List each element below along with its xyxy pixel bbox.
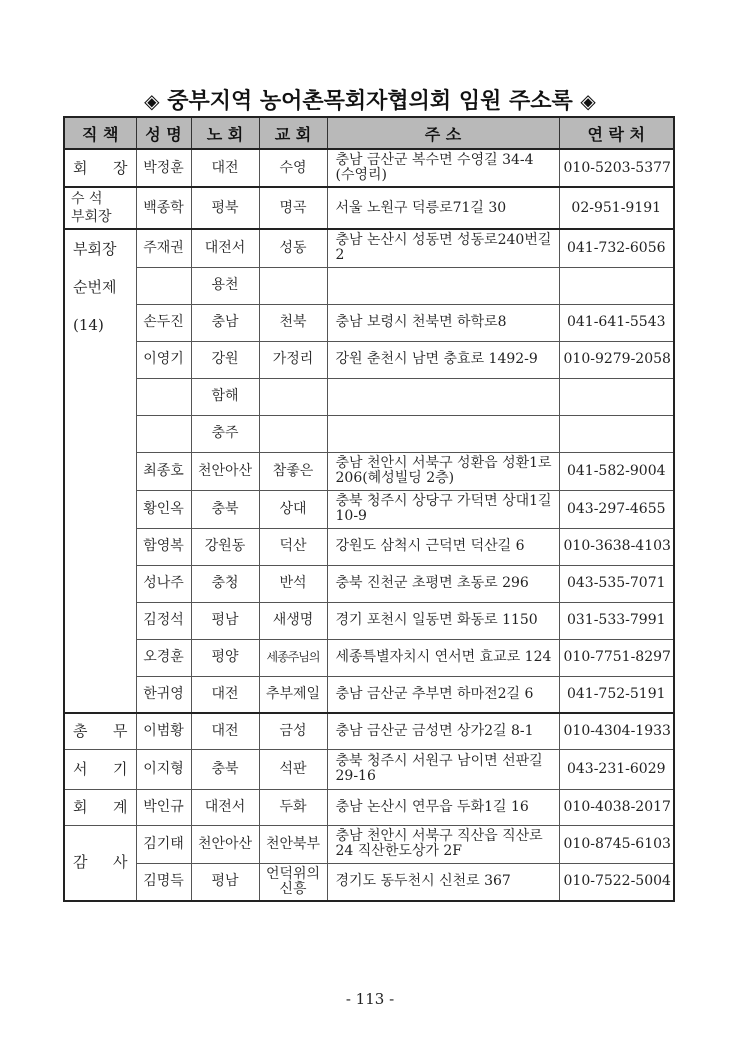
name-cell: 함영복: [136, 528, 191, 565]
position-president: 회 장: [64, 149, 136, 187]
phone-cell: 043-535-7071: [559, 565, 674, 602]
church-cell: 세종주님의: [259, 639, 327, 676]
address-cell: 충북 진천군 초평면 초동로 296: [327, 565, 559, 602]
presbytery-cell: 충북: [191, 490, 259, 528]
phone-cell: 041-732-6056: [559, 229, 674, 267]
table-row: [64, 304, 674, 341]
position-secretary: 총 무: [64, 713, 136, 749]
phone-cell: 043-297-4655: [559, 490, 674, 528]
church-cell: 수영: [259, 149, 327, 187]
church-cell: 상대: [259, 490, 327, 528]
name-cell: 성나주: [136, 565, 191, 602]
church-cell: 가정리: [259, 341, 327, 378]
address-cell: 강원도 삼척시 근덕면 덕산길 6: [327, 528, 559, 565]
phone-cell: 010-4304-1933: [559, 713, 674, 749]
church-cell: 참좋은: [259, 452, 327, 490]
vp-count-label: (14): [73, 316, 104, 334]
table-row: [64, 187, 674, 229]
header-phone: 연 락 처: [559, 117, 674, 149]
name-cell: [136, 267, 191, 304]
table-row: [64, 229, 674, 267]
header-church: 교 회: [259, 117, 327, 149]
table-row: [64, 749, 674, 789]
senior-vp-top: 수 석: [71, 191, 103, 207]
presbytery-cell: 천안아산: [191, 452, 259, 490]
church-cell: [259, 415, 327, 452]
table-row: [64, 565, 674, 602]
senior-vp-line1: [71, 190, 130, 208]
name-cell: 김명득: [136, 863, 191, 901]
presbytery-cell: 충북: [191, 749, 259, 789]
header-name: 성 명: [136, 117, 191, 149]
address-cell: 충남 논산시 성동면 성동로240번길 2: [327, 229, 559, 267]
address-cell: [327, 415, 559, 452]
phone-cell: 010-3638-4103: [559, 528, 674, 565]
presbytery-cell: 강원동: [191, 528, 259, 565]
table-row: [64, 676, 674, 713]
table-row: [64, 452, 674, 490]
phone-cell: 010-8745-6103: [559, 825, 674, 863]
name-cell: 김기태: [136, 825, 191, 863]
presbytery-cell: 함해: [191, 378, 259, 415]
name-cell: 황인옥: [136, 490, 191, 528]
name-cell: 주재권: [136, 229, 191, 267]
presbytery-cell: 대전: [191, 676, 259, 713]
address-cell: 충남 금산군 추부면 하마전2길 6: [327, 676, 559, 713]
table-row: [64, 789, 674, 825]
position-senior-vp: [64, 187, 136, 229]
table-row: [64, 863, 674, 901]
name-cell: 최종호: [136, 452, 191, 490]
name-cell: 손두진: [136, 304, 191, 341]
phone-cell: 010-5203-5377: [559, 149, 674, 187]
table-row: [64, 267, 674, 304]
church-cell: 천북: [259, 304, 327, 341]
phone-cell: 010-7751-8297: [559, 639, 674, 676]
table-row: [64, 602, 674, 639]
phone-cell: 010-4038-2017: [559, 789, 674, 825]
table-row: [64, 490, 674, 528]
phone-cell: 043-231-6029: [559, 749, 674, 789]
phone-cell: 02-951-9191: [559, 187, 674, 229]
header-address: 주 소: [327, 117, 559, 149]
church-cell: [259, 378, 327, 415]
phone-cell: [559, 267, 674, 304]
name-cell: 이범황: [136, 713, 191, 749]
vp-label: 부회장: [73, 240, 117, 258]
senior-vp-line2: 부회장: [71, 209, 112, 225]
presbytery-cell: 강원: [191, 341, 259, 378]
address-cell: 충남 논산시 연무읍 두화1길 16: [327, 789, 559, 825]
phone-cell: [559, 378, 674, 415]
presbytery-cell: 대전: [191, 149, 259, 187]
address-cell: 충남 보령시 천북면 하학로8: [327, 304, 559, 341]
address-cell: 서울 노원구 덕릉로71길 30: [327, 187, 559, 229]
table-row: [64, 713, 674, 749]
name-cell: [136, 378, 191, 415]
table-row: [64, 825, 674, 863]
presbytery-cell: 용천: [191, 267, 259, 304]
address-cell: 충북 청주시 서원구 남이면 선판길 29-16: [327, 749, 559, 789]
presbytery-cell: 충청: [191, 565, 259, 602]
address-cell: 강원 춘천시 남면 충효로 1492-9: [327, 341, 559, 378]
position-vice-president: [64, 229, 136, 713]
presbytery-cell: 대전: [191, 713, 259, 749]
title-text: 중부지역 농어촌목회자협의회 임원 주소록: [167, 88, 573, 114]
table-row: [64, 341, 674, 378]
church-cell: 금성: [259, 713, 327, 749]
page-title: [0, 84, 740, 115]
address-cell: 충남 천안시 서북구 직산읍 직산로 24 직산한도상가 2F: [327, 825, 559, 863]
name-cell: 박인규: [136, 789, 191, 825]
presbytery-cell: 평남: [191, 602, 259, 639]
page-number: - 113 -: [345, 990, 395, 1008]
address-cell: [327, 267, 559, 304]
presbytery-cell: 대전서: [191, 789, 259, 825]
address-cell: 충남 천안시 서북구 성환읍 성환1로 206(혜성빌딩 2층): [327, 452, 559, 490]
church-cell: 천안북부: [259, 825, 327, 863]
presbytery-cell: 평북: [191, 187, 259, 229]
name-cell: 이지형: [136, 749, 191, 789]
church-cell: 언덕위의 신흥: [259, 863, 327, 901]
church-cell: 덕산: [259, 528, 327, 565]
position-auditor: 감 사: [64, 825, 136, 901]
church-cell: 추부제일: [259, 676, 327, 713]
name-cell: 한귀영: [136, 676, 191, 713]
presbytery-cell: 대전서: [191, 229, 259, 267]
header-row: [64, 117, 674, 149]
name-cell: 박정훈: [136, 149, 191, 187]
address-cell: 세종특별자치시 연서면 효교로 124: [327, 639, 559, 676]
address-cell: 충북 청주시 상당구 가덕면 상대1길 10-9: [327, 490, 559, 528]
diamond-icon: ◈: [580, 89, 596, 113]
phone-cell: 041-641-5543: [559, 304, 674, 341]
position-treasurer: 회 계: [64, 789, 136, 825]
name-cell: 김정석: [136, 602, 191, 639]
name-cell: 이영기: [136, 341, 191, 378]
presbytery-cell: 충주: [191, 415, 259, 452]
name-cell: [136, 415, 191, 452]
presbytery-cell: 평남: [191, 863, 259, 901]
table-row: [64, 415, 674, 452]
phone-cell: 010-9279-2058: [559, 341, 674, 378]
header-position: 직 책: [64, 117, 136, 149]
table-row: [64, 639, 674, 676]
phone-cell: 031-533-7991: [559, 602, 674, 639]
phone-cell: 041-752-5191: [559, 676, 674, 713]
church-cell: 석판: [259, 749, 327, 789]
officer-roster-table: [63, 116, 675, 902]
phone-cell: [559, 415, 674, 452]
church-cell: 성동: [259, 229, 327, 267]
name-cell: 오경훈: [136, 639, 191, 676]
name-cell: 백종학: [136, 187, 191, 229]
vp-rotation-label: 순번제: [73, 278, 117, 296]
church-cell: 새생명: [259, 602, 327, 639]
address-cell: 충남 금산군 복수면 수영길 34-4 (수영리): [327, 149, 559, 187]
phone-cell: 010-7522-5004: [559, 863, 674, 901]
church-cell: 반석: [259, 565, 327, 602]
table-row: [64, 378, 674, 415]
presbytery-cell: 평양: [191, 639, 259, 676]
diamond-icon: ◈: [144, 89, 160, 113]
header-presbytery: 노 회: [191, 117, 259, 149]
presbytery-cell: 충남: [191, 304, 259, 341]
presbytery-cell: 천안아산: [191, 825, 259, 863]
position-clerk: 서 기: [64, 749, 136, 789]
church-cell: [259, 267, 327, 304]
table-row: [64, 149, 674, 187]
address-cell: 경기도 동두천시 신천로 367: [327, 863, 559, 901]
phone-cell: 041-582-9004: [559, 452, 674, 490]
church-cell: 명곡: [259, 187, 327, 229]
address-cell: [327, 378, 559, 415]
address-cell: 충남 금산군 금성면 상가2길 8-1: [327, 713, 559, 749]
church-cell: 두화: [259, 789, 327, 825]
table-row: [64, 528, 674, 565]
address-cell: 경기 포천시 일동면 화동로 1150: [327, 602, 559, 639]
